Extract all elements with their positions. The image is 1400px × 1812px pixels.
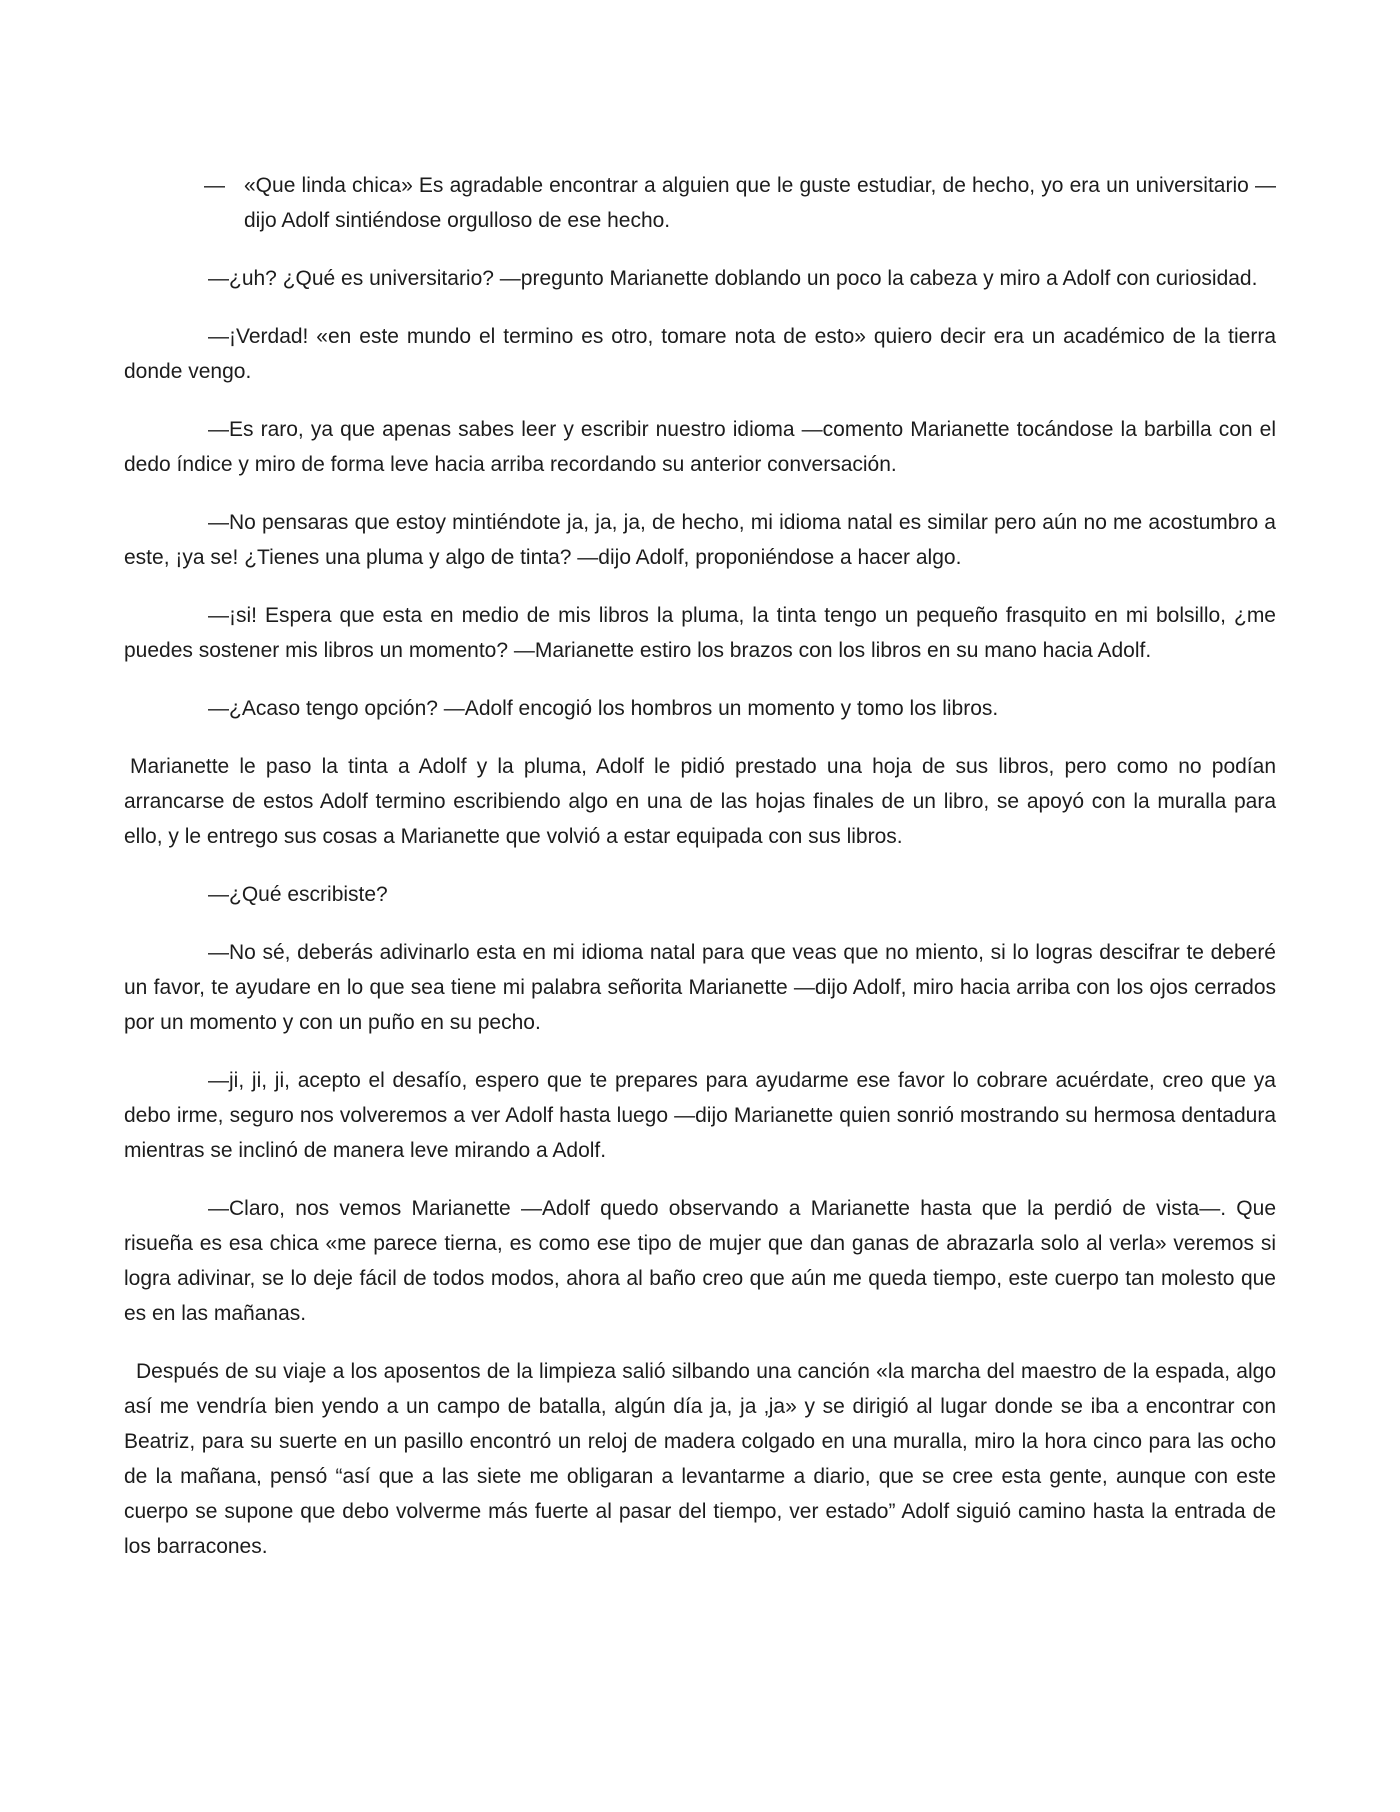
paragraph: —¿uh? ¿Qué es universitario? —pregunto Marianette doblando un poco la cabeza y miro a Adolf con curiosidad. <box>208 267 1258 290</box>
paragraph: Después de su viaje a los aposentos de la limpieza salió silbando una canción «la marcha del maestro de la espada, algo así me vendría bien yendo a un campo de batalla, algún día ja, ja ‚ja» y se dirigió al lugar donde se iba a encontrar con Beatriz, para su suerte en un pasillo encontró un reloj de madera colgado en una muralla, miro la hora cinco para las ocho de la mañana, pensó “así que a las siete me obligaran a levantarme a diario, que se cree esta gente, aunque con este cuerpo se supone que debo volverme más fuerte al pasar del tiempo, ver estado” Adolf siguió camino hasta la entrada de los barracones. <box>124 1360 1276 1558</box>
paragraph: —Es raro, ya que apenas sabes leer y escribir nuestro idioma —comento Marianette tocándose la barbilla con el dedo índice y miro de forma leve hacia arriba recordando su anterior conversación. <box>124 418 1276 476</box>
dialogue-text: «Que linda chica» Es agradable encontrar a alguien que le guste estudiar, de hecho, yo era un universitario —dijo Adolf sintiéndose orgulloso de ese hecho. <box>244 174 1276 232</box>
paragraph: —¿Qué escribiste? <box>208 883 388 906</box>
paragraph: —ji, ji, ji, acepto el desafío, espero que te prepares para ayudarme ese favor lo cobrare acuérdate, creo que ya debo irme, seguro nos volveremos a ver Adolf hasta luego —dijo Marianette quien sonrió mostrando su hermosa dentadura mientras se inclinó de manera leve mirando a Adolf. <box>124 1069 1276 1162</box>
paragraph: —No sé, deberás adivinarlo esta en mi idioma natal para que veas que no miento, si lo logras descifrar te deberé un favor, te ayudare en lo que sea tiene mi palabra señorita Marianette —dijo Adolf, miro hacia arriba con los ojos cerrados por un momento y con un puño en su pecho. <box>124 941 1276 1034</box>
paragraph: —No pensaras que estoy mintiéndote ja, ja, ja, de hecho, mi idioma natal es similar pero aún no me acostumbro a este, ¡ya se! ¿Tienes una pluma y algo de tinta? —dijo Adolf, proponiéndose a hacer algo. <box>124 511 1276 569</box>
paragraph: Marianette le paso la tinta a Adolf y la pluma, Adolf le pidió prestado una hoja de sus libros, pero como no podían arrancarse de estos Adolf termino escribiendo algo en una de las hojas finales de un libro, se apoyó con la muralla para ello, y le entrego sus cosas a Marianette que volvió a estar equipada con sus libros. <box>124 755 1276 848</box>
paragraph: —Claro, nos vemos Marianette —Adolf quedo observando a Marianette hasta que la perdió de vista—. Que risueña es esa chica «me parece tierna, es como ese tipo de mujer que dan ganas de abrazarla solo al verla» veremos si logra adivinar, se lo deje fácil de todos modos, ahora al baño creo que aún me queda tiempo, este cuerpo tan molesto que es en las mañanas. <box>124 1197 1276 1325</box>
dialogue-item <box>124 168 1276 238</box>
paragraph: —¿Acaso tengo opción? —Adolf encogió los hombros un momento y tomo los libros. <box>208 697 999 720</box>
dash-bullet: — <box>204 174 225 197</box>
paragraph: —¡si! Espera que esta en medio de mis libros la pluma, la tinta tengo un pequeño frasquito en mi bolsillo, ¿me puedes sostener mis libros un momento? —Marianette estiro los brazos con los libros en su mano hacia Adolf. <box>124 604 1276 662</box>
paragraph: —¡Verdad! «en este mundo el termino es otro, tomare nota de esto» quiero decir era un académico de la tierra donde vengo. <box>124 325 1276 383</box>
